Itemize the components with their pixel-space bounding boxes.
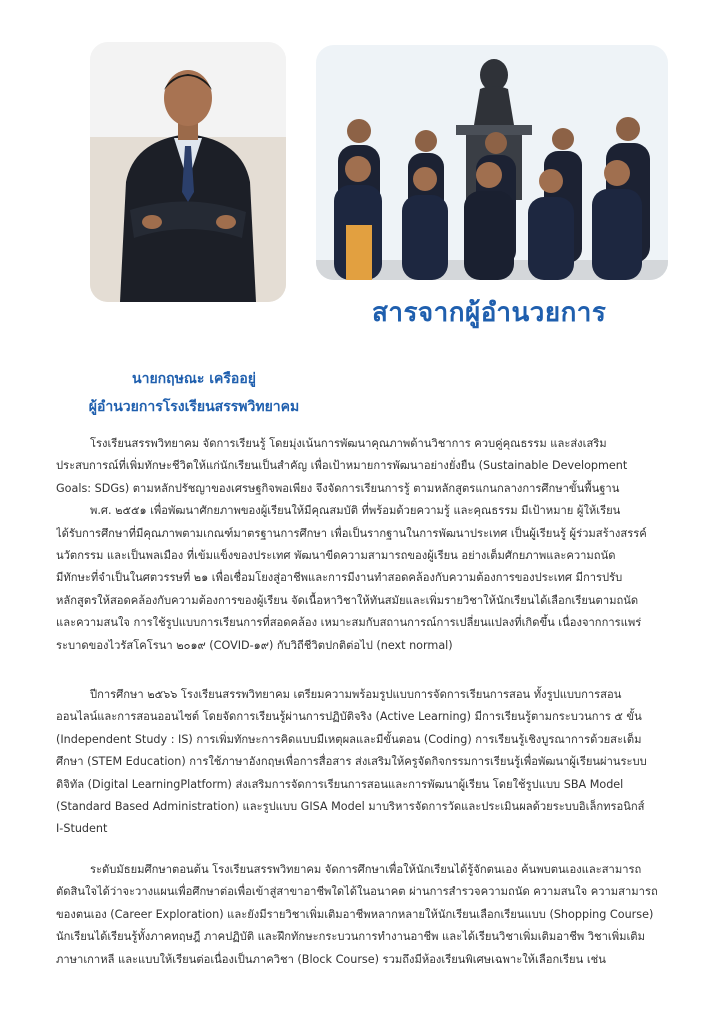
staff-group-photo bbox=[316, 45, 668, 280]
paragraph-line: ดิจิทัล (Digital LearningPlatform) ส่งเสริมการจัดการเรียนการสอนและการพัฒนาผู้เรียน โดยใช้รูปแบบ SBA Model bbox=[56, 777, 624, 791]
paragraph-line: นักเรียนได้เรียนรู้ทั้งภาคทฤษฎี ภาคปฏิบัติ และฝึกทักษะกระบวนการทำงานอาชีพ และได้เรียนวิชาเพิ่มเติมอาชีพ วิชาเพิ่มเติม bbox=[56, 930, 645, 944]
paragraph-line: มีทักษะที่จำเป็นในศตวรรษที่ ๒๑ เพื่อเชื่อมโยงสู่อาชีพและการมีงานทำสอดคล้องกับความต้องการของประเทศ มีการปรับ bbox=[56, 571, 623, 585]
paragraph-line: Goals: SDGs) ตามหลักปรัชญาของเศรษฐกิจพอเพียง จึงจัดการเรียนการรู้ ตามหลักสูตรแกนกลางการศึกษาขั้นพื้นฐาน bbox=[56, 481, 620, 495]
paragraph-line: (Independent Study : IS) การเพิ่มทักษะการคิดแบบมีเหตุผลและมีขั้นตอน (Coding) การเรียนรู้เชิงบูรณาการด้วยสะเต็ม bbox=[56, 732, 642, 746]
paragraph-line: ระบาดของไวรัสโคโรนา ๒๐๑๙ (COVID-๑๙) กับวิถีชีวิตปกติต่อไป (next normal) bbox=[56, 638, 453, 652]
director-name: นายกฤษณะ เครืออยู่ bbox=[132, 371, 256, 387]
message-paragraph-3 bbox=[56, 859, 670, 971]
paragraph-line: I-Student bbox=[56, 822, 108, 836]
director-figure-image bbox=[90, 42, 286, 302]
page-title: สารจากผู้อำนวยการ bbox=[372, 298, 607, 328]
paragraph-line: พ.ศ. ๒๕๕๑ เพื่อพัฒนาศักยภาพของผู้เรียนให้มีคุณสมบัติ ที่พร้อมด้วยความรู้ และคุณธรรม มีเป้าหมาย ผู้ให้เรียน bbox=[90, 504, 621, 518]
message-paragraph-1 bbox=[56, 433, 670, 657]
paragraph-line: ออนไลน์และการสอนออนไซต์ โดยจัดการเรียนรู้ผ่านการปฏิบัติจริง (Active Learning) มีการเรียนรู้ตามกระบวนการ ๕ ขั้น bbox=[56, 710, 642, 724]
paragraph-line: ได้รับการศึกษาที่มีคุณภาพตามเกณฑ์มาตรฐานการศึกษา เพื่อเป็นรากฐานในการพัฒนาประเทศ เป็นผู้เรียนรู้ ผู้ร่วมสร้างสรรค์ bbox=[56, 526, 647, 540]
paragraph-line: หลักสูตรให้สอดคล้องกับความต้องการของผู้เรียน จัดเนื้อหาวิชาให้ทันสมัยและเพิ่มรายวิชาให้นักเรียนได้เลือกเรียนตามถนัด bbox=[56, 593, 639, 607]
paragraph-line: โรงเรียนสรรพวิทยาคม จัดการเรียนรู้ โดยมุ่งเน้นการพัฒนาคุณภาพด้านวิชาการ ควบคู่คุณธรรม และส่งเสริม bbox=[90, 437, 607, 450]
paragraph-line: ประสบการณ์ที่เพิ่มทักษะชีวิตให้แก่นักเรียนเป็นสำคัญ เพื่อเป้าหมายการพัฒนาอย่างยั่งยืน (Sustainable Development bbox=[56, 459, 628, 473]
staff-group-image bbox=[316, 45, 668, 280]
paragraph-line: และความสนใจ การใช้รูปแบบการเรียนการที่สอดคล้อง เหมาะสมกับสถานการณ์การเปลี่ยนแปลงที่เกิดขึ้น เนื่องจากการแพร่ bbox=[56, 616, 642, 630]
paragraph-line: ของตนเอง (Career Exploration) และยังมีรายวิชาเพิ่มเติมอาชีพหลากหลายให้นักเรียนเลือกเรียนแบบ (Shopping Course) bbox=[56, 907, 654, 921]
paragraph-line: ศึกษา (STEM Education) การใช้ภาษาอังกฤษเพื่อการสื่อสาร ส่งเสริมให้ครูจัดกิจกรรมการเรียนรู้เพื่อพัฒนาผู้เรียนผ่านระบบ bbox=[56, 755, 647, 769]
message-paragraph-2 bbox=[56, 684, 670, 841]
director-portrait bbox=[90, 42, 286, 302]
paragraph-line: ปีการศึกษา ๒๕๖๖ โรงเรียนสรรพวิทยาคม เตรียมความพร้อมรูปแบบการจัดการเรียนการสอน ทั้งรูปแบบการสอน bbox=[90, 688, 622, 701]
paragraph-line: (Standard Based Administration) และรูปแบบ GISA Model มาบริหารจัดการวัดและประเมินผลด้วยระบบอิเล็กทรอนิกส์ bbox=[56, 800, 645, 814]
director-position: ผู้อำนวยการโรงเรียนสรรพวิทยาคม bbox=[88, 399, 300, 415]
paragraph-line: ภาษาเกาหลี และแบบให้เรียนต่อเนื่องเป็นภาควิชา (Block Course) รวมถึงมีห้องเรียนพิเศษเฉพาะให้เลือกเรียน เช่น bbox=[56, 952, 606, 966]
paragraph-line: ตัดสินใจได้ว่าจะวางแผนเพื่อศึกษาต่อเพื่อเข้าสู่สาขาอาชีพใดได้ในอนาคต ผ่านการสำรวจความถนัด ความสนใจ ความสามารถ bbox=[56, 885, 658, 899]
paragraph-line: ระดับมัธยมศึกษาตอนต้น โรงเรียนสรรพวิทยาคม จัดการศึกษาเพื่อให้นักเรียนได้รู้จักตนเอง ค้นพบตนเองและสามารถ bbox=[90, 863, 642, 876]
paragraph-line: นวัตกรรม และเป็นพลเมือง ที่เข้มแข็งของประเทศ พัฒนาขีดความสามารถของผู้เรียน อย่างเต็มศักยภาพและความถนัด bbox=[56, 549, 616, 563]
